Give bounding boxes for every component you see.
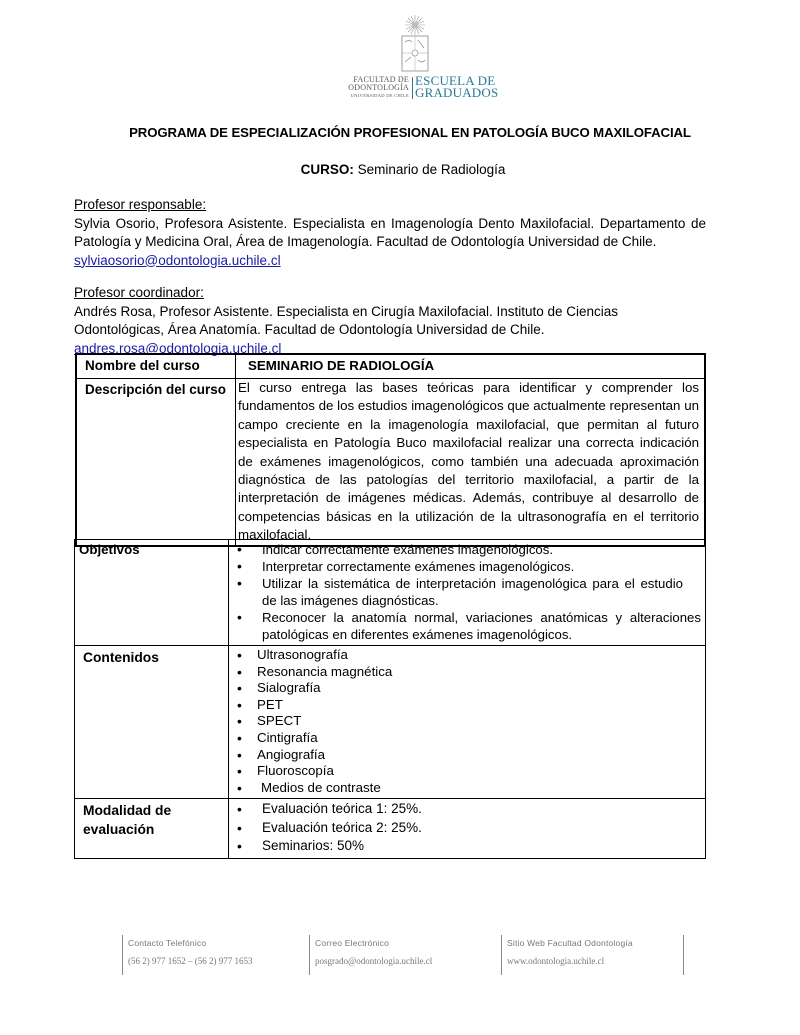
course-line <box>0 162 800 177</box>
responsible-professor-text: Sylvia Osorio, Profesora Asistente. Especialista en Imagenología Dento Maxilofacial. Departamento de Patología y Medicina Oral, Área de Imagenología. Facultad de Odontología Universidad de Chile. <box>74 215 706 249</box>
footer-website-title: Sitio Web Facultad Odontología <box>507 938 633 948</box>
contents-list <box>229 647 701 796</box>
list-item: • Evaluación teórica 1: 25%. <box>229 800 701 819</box>
list-item: • Angiografía <box>229 747 701 764</box>
table-row <box>76 379 705 546</box>
list-item: • Cintigrafía <box>229 730 701 747</box>
contents-cell <box>229 646 706 799</box>
list-item: • Indicar correctamente exámenes imagenológicos. <box>229 541 701 558</box>
list-item: • Resonancia magnética <box>229 664 701 681</box>
evaluation-list <box>229 800 701 856</box>
footer-phone-title: Contacto Telefónico <box>128 938 207 948</box>
footer-email <box>309 935 432 975</box>
list-item: • Seminarios: 50% <box>229 837 701 856</box>
course-description-label: Descripción del curso <box>76 379 236 546</box>
contents-label: Contenidos <box>75 646 229 799</box>
course-description-value: El curso entrega las bases teóricas para identificar y comprender los fundamentos de los estudios imagenológicos que actualmente representan un campo creciente en la imagenología maxilofacial, que permitan al futuro especialista en Patología Buco maxilofacial realizar una correcta indicación de exámenes imagenológicos, como también una adecuada aproximación diagnóstica de las patologías del territorio maxilofacial, a partir de la interpretación de imágenes médicas. Además, contribuye al desarrollo de competencias básicas en la utilización de la ultrasonografía en el territorio maxilofacial. <box>236 379 706 546</box>
coordinator-heading: Profesor coordinador: <box>74 285 204 300</box>
coordinator-text: Andrés Rosa, Profesor Asistente. Especialista en Cirugía Maxilofacial. Instituto de Ciencias Odontológicas, Área Anatomía. Facultad de Odontología Universidad de Chile. <box>74 303 619 337</box>
footer-website <box>501 935 633 975</box>
footer-email-value[interactable]: posgrado@odontologia.uchile.cl <box>315 956 433 966</box>
logo-divider <box>412 77 413 99</box>
table-row <box>75 646 706 799</box>
footer-phone-value: (56 2) 977 1652 – (56 2) 977 1653 <box>128 956 253 966</box>
list-item: • Utilizar la sistemática de interpretación imagenológica para el estudio de las imágenes diagnósticas. <box>229 575 701 609</box>
page-footer <box>122 935 692 975</box>
list-item: • Evaluación teórica 2: 25%. <box>229 819 701 838</box>
coordinator-section <box>74 284 706 358</box>
list-item: • Sialografía <box>229 680 701 697</box>
responsible-professor-section <box>74 196 706 270</box>
coordinator-text-block <box>74 303 706 359</box>
list-item: • Reconocer la anatomía normal, variaciones anatómicas y alteraciones patológicas en diferentes exámenes imagenológicos. <box>229 609 701 643</box>
footer-phone <box>122 935 253 975</box>
objectives-cell <box>229 540 706 646</box>
program-details-table <box>74 539 706 859</box>
course-name-value: SEMINARIO DE RADIOLOGÍA <box>236 354 706 379</box>
course-name-label: Nombre del curso <box>76 354 236 379</box>
evaluation-cell <box>229 799 706 859</box>
list-item: • PET <box>229 697 701 714</box>
list-item: • Medios de contraste <box>229 780 701 797</box>
document-title: PROGRAMA DE ESPECIALIZACIÓN PROFESIONAL EN PATOLOGÍA BUCO MAXILOFACIAL <box>129 125 691 140</box>
school-name: ESCUELA DE GRADUADOS <box>415 73 499 100</box>
table-row <box>75 799 706 859</box>
objectives-list <box>229 541 701 643</box>
course-info-table <box>75 353 706 547</box>
list-item: • Interpretar correctamente exámenes imagenológicos. <box>229 558 701 575</box>
responsible-professor-heading: Profesor responsable: <box>74 197 207 212</box>
course-value: Seminario de Radiología <box>353 162 506 177</box>
table-row <box>75 540 706 646</box>
responsible-professor-email-link[interactable]: sylviaosorio@odontologia.uchile.cl <box>74 252 281 268</box>
university-crest-icon <box>398 14 432 74</box>
table-row <box>76 354 705 379</box>
objectives-label: Objetivos <box>75 540 229 646</box>
course-label: CURSO: <box>300 162 354 177</box>
coordinator-email-link[interactable]: andres.rosa@odontologia.uchile.cl <box>74 340 282 356</box>
list-item: • Ultrasonografía <box>229 647 701 664</box>
list-item: • Fluoroscopía <box>229 763 701 780</box>
footer-email-title: Correo Electrónico <box>315 938 389 948</box>
evaluation-label: Modalidad de evaluación <box>75 799 229 859</box>
faculty-logo <box>340 14 499 104</box>
footer-website-value[interactable]: www.odontologia.uchile.cl <box>507 956 605 966</box>
faculty-name: FACULTAD DE ODONTOLOGÍA UNIVERSIDAD DE CHILE <box>348 75 409 98</box>
footer-divider <box>683 935 684 975</box>
list-item: • SPECT <box>229 713 701 730</box>
